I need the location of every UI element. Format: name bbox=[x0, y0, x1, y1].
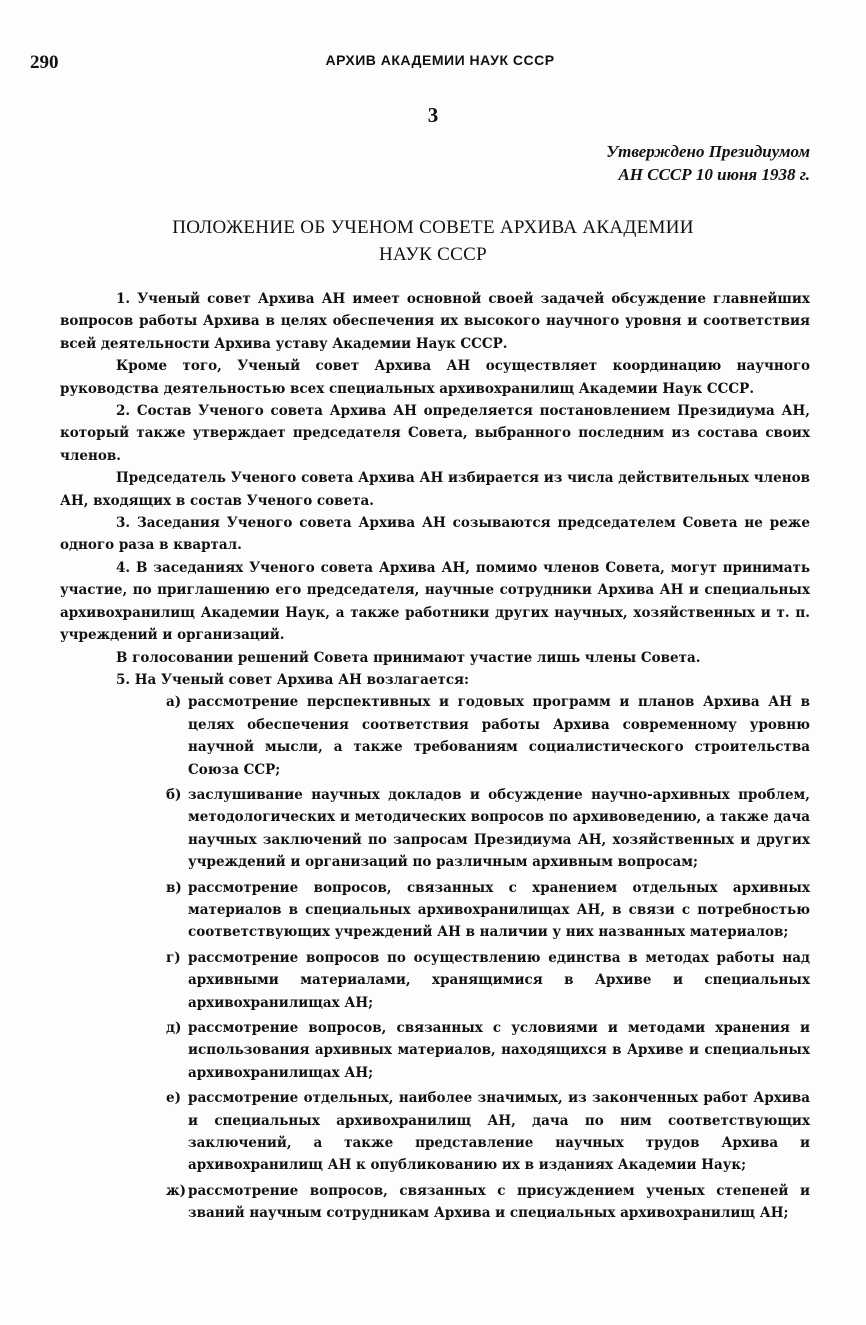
item-marker: в) bbox=[166, 879, 182, 896]
title-line-1: ПОЛОЖЕНИЕ ОБ УЧЕНОМ СОВЕТЕ АРХИВА АКАДЕМИИ bbox=[172, 217, 694, 238]
item-text: рассмотрение вопросов, связанных с хранением отдельных архивных материалов в специальных архивохранилищах АН, в связи с потребностью соответствующих учреждений АН в наличии у них названных материалов; bbox=[188, 879, 810, 941]
title-line-2: НАУК СССР bbox=[379, 244, 487, 265]
paragraph-4: 4. В заседаниях Ученого совета Архива АН, помимо членов Совета, могут принимать участие, по приглашению его председателя, научные сотрудники Архива АН и специальных архивохранилищ Академии Наук, а также работники других научных, хозяйственных и т. п. учреждений и организаций. bbox=[60, 559, 810, 644]
item-marker: ж) bbox=[166, 1182, 187, 1199]
document-number: 3 bbox=[427, 103, 439, 127]
paragraph-4-continuation: В голосовании решений Совета принимают участие лишь члены Совета. bbox=[116, 649, 701, 666]
list-item bbox=[60, 1180, 810, 1225]
list-item bbox=[60, 1087, 810, 1177]
list-item bbox=[60, 784, 810, 874]
list-item bbox=[60, 947, 810, 1014]
item-marker: б) bbox=[166, 786, 182, 803]
paragraph-1-continuation: Кроме того, Ученый совет Архива АН осуществляет координацию научного руководства деятельностью всех специальных архивохранилищ Академии Наук СССР. bbox=[60, 358, 810, 397]
item-text: рассмотрение вопросов, связанных с присуждением ученых степеней и званий научным сотрудникам Архива и специальных архивохранилищ АН; bbox=[188, 1182, 810, 1222]
item-text: заслушивание научных докладов и обсуждение научно-архивных проблем, методологических и методических вопросов по архивоведению, а также дача научных заключений по запросам Президиума АН, хозяйственных и других учреждений и организаций по различным архивным вопросам; bbox=[188, 786, 810, 871]
duties-list bbox=[60, 691, 810, 1224]
list-item bbox=[60, 691, 810, 781]
page-number: 290 bbox=[30, 52, 59, 73]
item-text: рассмотрение отдельных, наиболее значимых, из законченных работ Архива и специальных архивохранилищ АН, дача по ним соответствующих заключений, а также представление научных трудов Архива и архивохранилищ АН к опубликованию их в изданиях Академии Наук; bbox=[188, 1090, 810, 1174]
item-marker: е) bbox=[166, 1090, 181, 1107]
document-body bbox=[60, 288, 810, 1225]
item-text: рассмотрение перспективных и годовых программ и планов Архива АН в целях обеспечения соответствия работы Архива современному уровню научной мысли, а также требованиям социалистического строительства Союза ССР; bbox=[188, 694, 810, 778]
item-text: рассмотрение вопросов по осуществлению единства в методах работы над архивными материалами, хранящимися в Архиве и специальных архивохранилищах АН; bbox=[188, 949, 810, 1011]
paragraph-5: 5. На Ученый совет Архива АН возлагается: bbox=[116, 671, 469, 688]
list-item bbox=[60, 1017, 810, 1084]
item-marker: д) bbox=[166, 1020, 182, 1036]
paragraph-2: 2. Состав Ученого совета Архива АН определяется постановлением Президиума АН, который также утверждает председателя Совета, выбранного последним из состава своих членов. bbox=[60, 403, 810, 464]
list-item bbox=[60, 877, 810, 944]
paragraph-1: 1. Ученый совет Архива АН имеет основной своей задачей обсуждение главнейших вопросов работы Архива в целях обеспечения их высокого научного уровня и соответствия всей деятельности Архива уставу Академии Наук СССР. bbox=[60, 291, 810, 352]
approval-note bbox=[606, 140, 810, 186]
document-title bbox=[120, 214, 746, 268]
item-text: рассмотрение вопросов, связанных с условиями и методами хранения и использования архивных материалов, находящихся в Архиве и специальных архивохранилищах АН; bbox=[188, 1020, 810, 1081]
approval-line-2: АН СССР 10 июня 1938 г. bbox=[618, 165, 810, 184]
item-marker: а) bbox=[166, 694, 182, 711]
paragraph-3: 3. Заседания Ученого совета Архива АН созываются председателем Совета не реже одного раза в квартал. bbox=[60, 515, 810, 554]
item-marker: г) bbox=[166, 949, 181, 966]
paragraph-2-continuation: Председатель Ученого совета Архива АН избирается из числа действительных членов АН, входящих в состав Ученого совета. bbox=[60, 470, 810, 509]
approval-line-1: Утверждено Президиумом bbox=[606, 142, 810, 161]
running-head: АРХИВ АКАДЕМИИ НАУК СССР bbox=[325, 52, 555, 68]
